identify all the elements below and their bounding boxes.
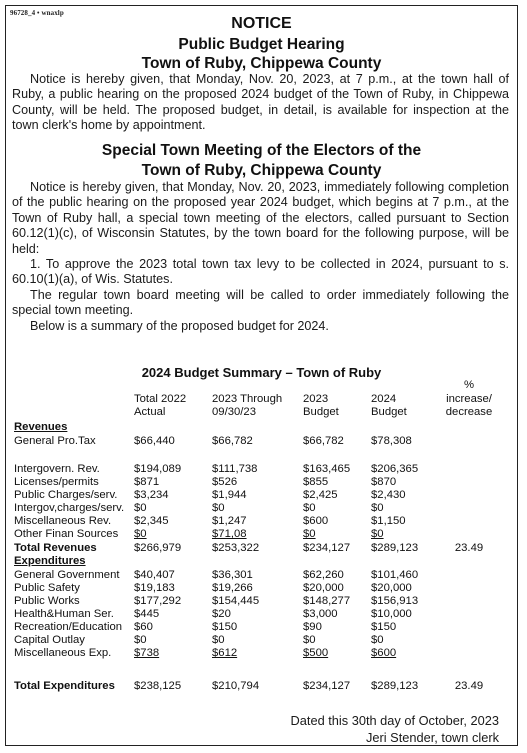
row-value: $0 [371,528,384,540]
row-value: $148,277 [303,595,351,607]
row-value: $150 [371,621,397,633]
total-revenues-value: $234,127 [303,542,351,554]
col-header-2023-through-line1: 2023 Through [212,393,283,405]
legal-notice [5,5,518,746]
row-label: Intergovern. Rev. [14,463,100,475]
row-value: $0 [134,502,147,514]
row-value: $0 [371,634,384,646]
col-header-pct-line2: decrease [445,406,493,418]
row-label: Capital Outlay [14,634,85,646]
signature-block [291,712,499,746]
row-label: Public Safety [14,582,80,594]
row-value: $2,425 [303,489,338,501]
row-value: $20,000 [303,582,344,594]
row-value: $20,000 [371,582,412,594]
row-value: $66,782 [303,435,344,447]
total-expenditures-value: $289,123 [371,680,419,692]
row-label: Licenses/permits [14,476,99,488]
row-label: Intergov,charges/serv. [14,502,125,514]
row-value: $3,000 [303,608,338,620]
col-header-2023-budget-line1: 2023 [303,393,329,405]
hearing-subtitle: Town of Ruby, Chippewa County [141,55,382,72]
row-value: $206,365 [371,463,419,475]
row-value: $1,247 [212,515,247,527]
row-value: $0 [303,528,316,540]
row-value: $101,460 [371,569,419,581]
col-header-2022-line2: Actual [134,406,166,418]
row-value: $600 [303,515,329,527]
meeting-title: Special Town Meeting of the Electors of the [101,142,422,159]
row-value: $163,465 [303,463,351,475]
total-revenues-value: $289,123 [371,542,419,554]
row-value: $0 [134,634,147,646]
row-value: $177,292 [134,595,182,607]
row-value: $855 [303,476,329,488]
hearing-paragraph: Notice is hereby given, that Monday, Nov. 20, 2023, at 7 p.m., at the town hall of Ruby, a public hearing on the proposed 2024 budget of the Town of Ruby, in Chippewa County, will be held. The proposed budget, in detail, is available for inspection at the town clerk's home by appointment. [12,72,509,133]
row-value: $36,301 [212,569,253,581]
row-value: $40,407 [134,569,175,581]
row-value: $194,089 [134,463,182,475]
clerk-line: Jeri Stender, town clerk [365,730,499,745]
total-expenditures-label: Total Expenditures [14,680,115,692]
row-label: General Pro.Tax [14,435,96,447]
budget-summary-table [6,6,517,745]
row-value: $60 [134,621,153,633]
total-revenues-value: $266,979 [134,542,182,554]
row-value: $0 [134,528,147,540]
row-label: Miscellaneous Exp. [14,647,112,659]
row-label: General Government [14,569,120,581]
row-value: $154,445 [212,595,260,607]
col-header-2022-line1: Total 2022 [134,393,187,405]
row-value: $0 [212,634,225,646]
row-value: $500 [303,647,329,659]
total-revenues-label: Total Revenues [14,542,97,554]
row-value: $0 [303,634,316,646]
row-label: Public Charges/serv. [14,489,118,501]
row-value: $2,345 [134,515,169,527]
dated-line: Dated this 30th day of October, 2023 [290,713,499,728]
row-value: $600 [371,647,397,659]
hearing-title: Public Budget Hearing [178,36,345,53]
row-value: $738 [134,647,160,659]
notice-title: NOTICE [231,15,292,32]
meeting-item: 1. To approve the 2023 total town tax levy to be collected in 2024, pursuant to s. 60.10(1)(a), of Wis. Statutes. [12,257,509,287]
row-label: Public Works [14,595,80,607]
row-label: Health&Human Ser. [14,608,114,620]
row-value: $90 [303,621,322,633]
row-value: $870 [371,476,397,488]
row-value: $10,000 [371,608,412,620]
row-value: $78,308 [371,435,412,447]
summary-intro: Below is a summary of the proposed budget for 2024. [30,318,329,333]
total-expenditures-value: $234,127 [303,680,351,692]
row-value: $3,234 [134,489,169,501]
row-value: $612 [212,647,238,659]
row-value: $19,183 [134,582,175,594]
expenditures-section-label: Expenditures [14,555,86,567]
row-value: $156,913 [371,595,419,607]
row-value: $0 [212,502,225,514]
col-header-pct-line1: increase/ [446,393,492,405]
row-value: $526 [212,476,238,488]
row-value: $20 [212,608,231,620]
row-label: Miscellaneous Rev. [14,515,112,527]
col-header-pct-symbol: % [463,379,475,391]
row-value: $111,738 [212,463,258,475]
row-value: $871 [134,476,160,488]
row-value: $0 [371,502,384,514]
row-label: Recreation/Education [14,621,123,633]
row-value: $150 [212,621,238,633]
total-expenditures-pct: 23.49 [454,680,484,692]
meeting-paragraph: Notice is hereby given, that Monday, Nov. 20, 2023, immediately following completion of the public hearing on the proposed year 2024 budget, which begins at 7 p.m., at the Town of Ruby hall, a special town meeting of the electors, called pursuant to Section 60.12(1)(c), of Wisconsin Statutes, by the town board for the following purpose, will be held: 1. To approve the 2023 total town tax levy to be collected in 2024, pursuant to s. 60.10(1)(a), of Wis. Statutes. The regular town board meeting will be called to order immediately following the special town meeting. Below is a summary of the proposed budget for 2024. [12,180,509,333]
total-expenditures-value: $210,794 [212,680,260,692]
col-header-2024-budget-line2: Budget [371,406,407,418]
row-value: $1,150 [371,515,406,527]
meeting-subtitle: Town of Ruby, Chippewa County [141,162,382,179]
row-value: $2,430 [371,489,406,501]
row-value: $62,260 [303,569,344,581]
total-revenues-value: $253,322 [212,542,260,554]
row-value: $71,08 [212,528,247,540]
row-value: $66,782 [212,435,253,447]
col-header-2024-budget-line1: 2024 [371,393,397,405]
row-value: $1,944 [212,489,247,501]
total-revenues-pct: 23.49 [454,542,484,554]
row-value: $445 [134,608,160,620]
ad-slug: 96728_4 • wnaxlp [10,9,64,17]
col-header-2023-budget-line2: Budget [303,406,339,418]
row-value: $0 [303,502,316,514]
col-header-2023-through-line2: 09/30/23 [212,406,256,418]
row-value: $66,440 [134,435,175,447]
row-label: Other Finan Sources [14,528,119,540]
revenues-section-label: Revenues [14,421,68,433]
total-expenditures-value: $238,125 [134,680,182,692]
row-value: $19,266 [212,582,253,594]
budget-summary-title: 2024 Budget Summary – Town of Ruby [141,365,382,380]
regular-meeting-paragraph: The regular town board meeting will be called to order immediately following the special town meeting. [12,287,509,318]
